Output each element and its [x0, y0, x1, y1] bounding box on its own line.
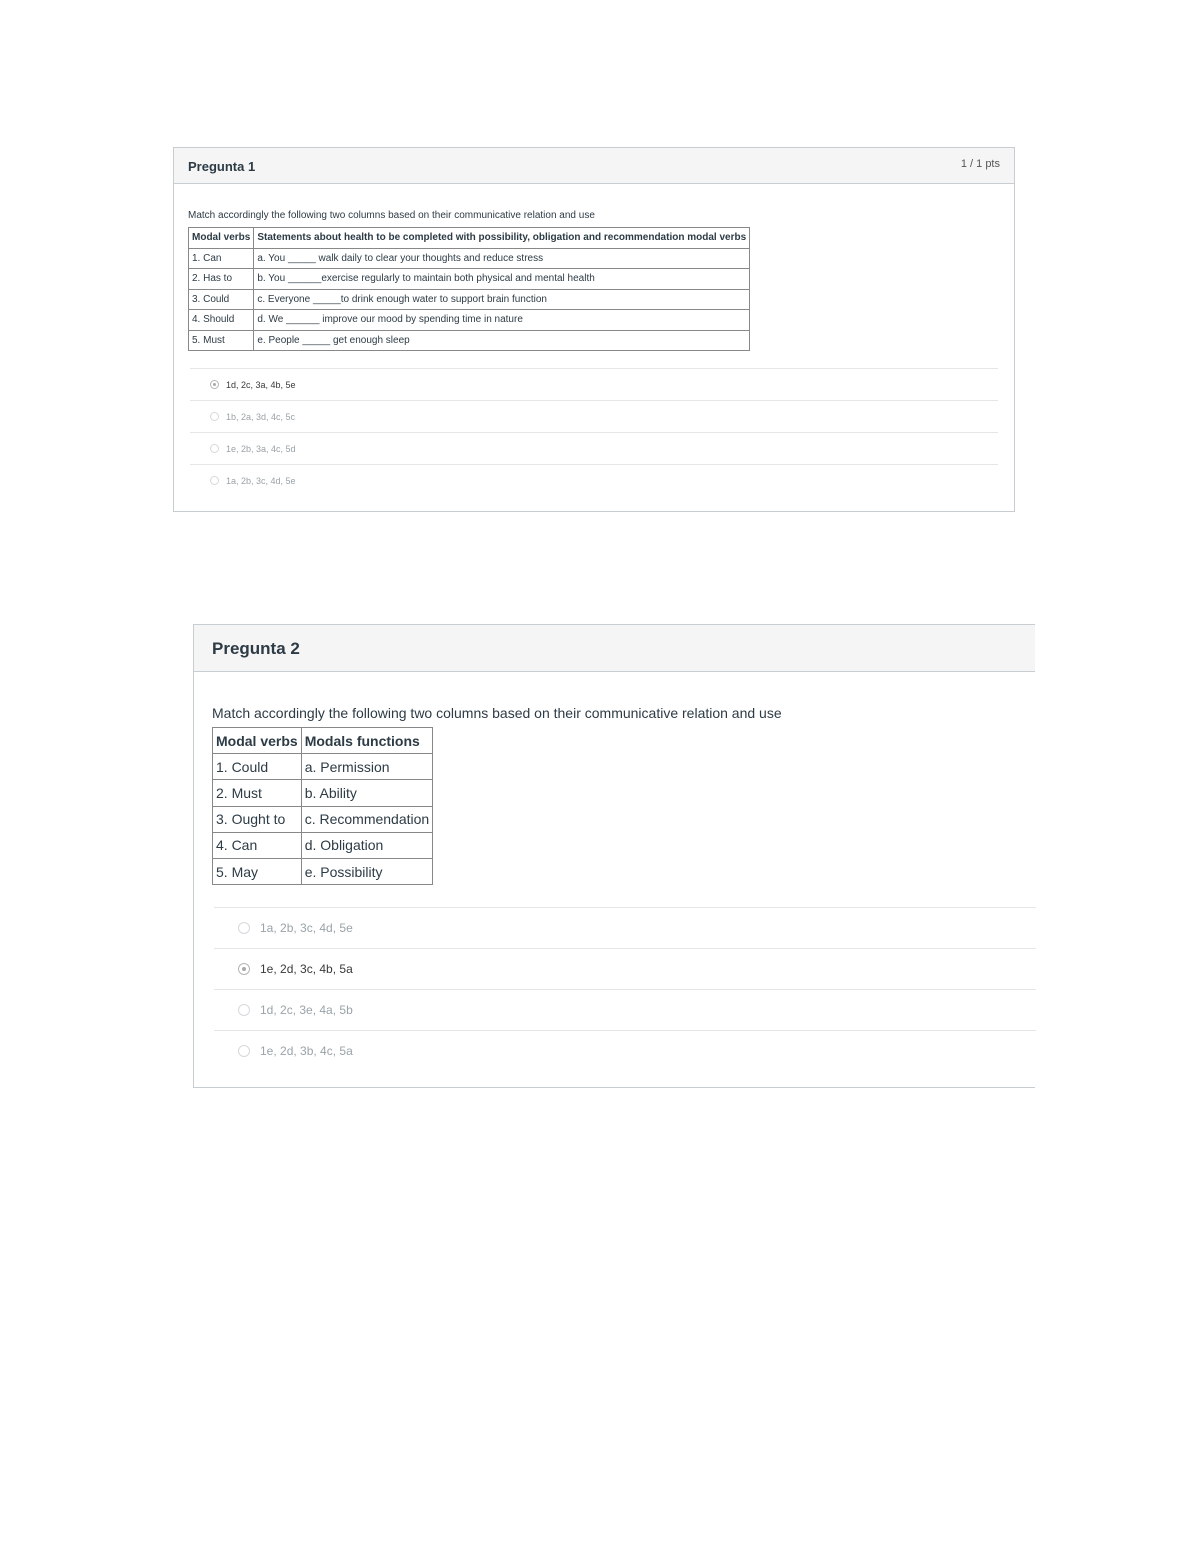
- answer-label: 1d, 2c, 3e, 4a, 5b: [260, 1003, 353, 1017]
- radio-button[interactable]: [210, 476, 219, 485]
- answer-option[interactable]: [190, 368, 998, 400]
- table-header-cell: Modal verbs: [213, 728, 302, 754]
- table-cell: 3. Could: [189, 289, 254, 310]
- table-header-row: [213, 728, 433, 754]
- answer-option[interactable]: [214, 989, 1036, 1030]
- question-title: Pregunta 2: [212, 639, 300, 658]
- table-cell: 4. Should: [189, 310, 254, 331]
- table-header-cell: Statements about health to be completed with possibility, obligation and recommendation modal verbs: [254, 228, 750, 249]
- table-cell: 3. Ought to: [213, 806, 302, 832]
- radio-button[interactable]: [238, 963, 250, 975]
- table-cell: 4. Can: [213, 832, 302, 858]
- table-row: [213, 780, 433, 806]
- table-row: [213, 806, 433, 832]
- table-header-cell: Modals functions: [301, 728, 433, 754]
- radio-button[interactable]: [238, 922, 250, 934]
- answer-label: 1e, 2d, 3b, 4c, 5a: [260, 1044, 353, 1058]
- answer-list: [214, 907, 1036, 1071]
- table-cell: e. People _____ get enough sleep: [254, 330, 750, 351]
- radio-button[interactable]: [238, 1045, 250, 1057]
- question-points: 1 / 1 pts: [960, 158, 1000, 170]
- table-cell: 2. Has to: [189, 269, 254, 290]
- table-row: [213, 832, 433, 858]
- answer-label: 1a, 2b, 3c, 4d, 5e: [226, 475, 296, 486]
- answer-label: 1d, 2c, 3a, 4b, 5e: [226, 379, 296, 390]
- table-row: [213, 754, 433, 780]
- table-cell: d. We ______ improve our mood by spending time in nature: [254, 310, 750, 331]
- table-cell: c. Everyone _____to drink enough water to support brain function: [254, 289, 750, 310]
- answer-label: 1a, 2b, 3c, 4d, 5e: [260, 921, 353, 935]
- matching-table: [212, 727, 433, 885]
- table-cell: 2. Must: [213, 780, 302, 806]
- table-row: [189, 330, 750, 351]
- table-row: [189, 248, 750, 269]
- table-cell: b. Ability: [301, 780, 433, 806]
- table-cell: 1. Could: [213, 754, 302, 780]
- answer-label: 1e, 2b, 3a, 4c, 5d: [226, 443, 296, 454]
- radio-button[interactable]: [238, 1004, 250, 1016]
- answer-list: [190, 368, 998, 496]
- answer-option[interactable]: [190, 400, 998, 432]
- matching-table: [188, 227, 750, 351]
- table-cell: c. Recommendation: [301, 806, 433, 832]
- table-cell: d. Obligation: [301, 832, 433, 858]
- answer-option[interactable]: [190, 432, 998, 464]
- question-prompt: Match accordingly the following two columns based on their communicative relation and use: [188, 210, 595, 221]
- answer-option[interactable]: [214, 1030, 1036, 1071]
- question-title: Pregunta 1: [188, 159, 256, 174]
- table-cell: 1. Can: [189, 248, 254, 269]
- table-cell: e. Possibility: [301, 858, 433, 884]
- table-cell: b. You ______exercise regularly to maintain both physical and mental health: [254, 269, 750, 290]
- radio-button[interactable]: [210, 412, 219, 421]
- question-header: [194, 625, 1035, 672]
- radio-button[interactable]: [210, 444, 219, 453]
- table-row: [189, 289, 750, 310]
- question-header: [174, 148, 1014, 184]
- table-row: [189, 269, 750, 290]
- table-cell: 5. Must: [189, 330, 254, 351]
- table-cell: a. Permission: [301, 754, 433, 780]
- table-header-cell: Modal verbs: [189, 228, 254, 249]
- answer-option[interactable]: [190, 464, 998, 496]
- question-card-1: [173, 147, 1015, 512]
- radio-button[interactable]: [210, 380, 219, 389]
- answer-option[interactable]: [214, 948, 1036, 989]
- answer-label: 1e, 2d, 3c, 4b, 5a: [260, 962, 353, 976]
- question-card-2: [193, 624, 1035, 1088]
- table-row: [213, 858, 433, 884]
- table-row: [189, 310, 750, 331]
- answer-label: 1b, 2a, 3d, 4c, 5c: [226, 411, 296, 422]
- question-prompt: Match accordingly the following two columns based on their communicative relation and use: [212, 705, 782, 721]
- table-cell: a. You _____ walk daily to clear your thoughts and reduce stress: [254, 248, 750, 269]
- answer-option[interactable]: [214, 907, 1036, 948]
- table-cell: 5. May: [213, 858, 302, 884]
- table-header-row: [189, 228, 750, 249]
